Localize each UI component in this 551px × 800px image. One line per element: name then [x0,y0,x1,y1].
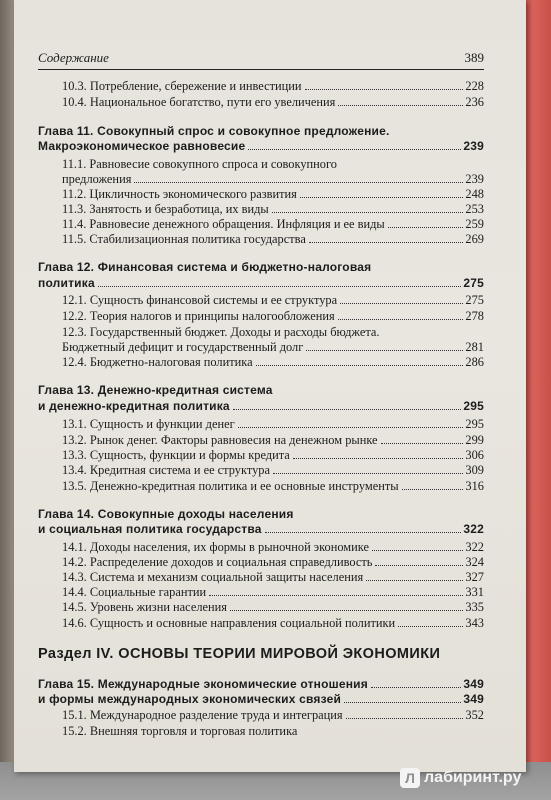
entry-page: 295 [465,417,484,431]
section-entry [62,293,484,308]
section-entry [62,309,484,324]
entry-title: 14.4. Социальные гарантии [62,585,207,599]
entry-title: Глава 14. Совокупные доходы населения [38,507,294,521]
entry-page: 322 [463,522,484,536]
entry-page: 239 [463,139,484,153]
entry-page: 286 [465,355,484,369]
section-entry [62,616,484,631]
entry-page: 236 [465,95,484,109]
entry-title: 13.2. Рынок денег. Факторы равновесия на денежном рынке [62,433,378,447]
watermark [400,768,521,788]
entry-page: 324 [465,555,484,569]
dot-leader [272,212,464,213]
section-entry [62,202,484,217]
entry-title: Макроэкономическое равновесие [38,139,246,153]
section-entry [62,448,484,463]
entry-title: 12.2. Теория налогов и принципы налогообложения [62,309,335,323]
entry-page: 299 [465,433,484,447]
page-number: 389 [464,50,484,65]
dot-leader [366,580,463,581]
entry-page: 295 [463,399,484,413]
entry-title: Глава 11. Совокупный спрос и совокупное предложение. [38,124,390,138]
dot-leader [209,595,463,596]
entry-title: и денежно-кредитная политика [38,399,230,413]
dot-leader [338,319,464,320]
entry-page: 278 [465,309,484,323]
entry-title: 14.6. Сущность и основные направления социальной политики [62,616,396,630]
section-entry [62,585,484,600]
entry-title: 11.4. Равновесие денежного обращения. Инфляция и ее виды [62,217,385,231]
section-entry [62,724,297,739]
section-entry [62,570,484,585]
entry-title: 14.2. Распределение доходов и социальная справедливость [62,555,373,569]
dot-leader [402,489,464,490]
chapter-entry [38,139,484,154]
entry-title: 15.1. Международное разделение труда и интеграция [62,708,343,722]
dot-leader [265,532,462,533]
chapter-entry [38,507,294,522]
section-entry [62,479,484,494]
entry-title: 11.5. Стабилизационная политика государства [62,232,306,246]
entry-title: 10.3. Потребление, сбережение и инвестиции [62,79,302,93]
entry-title: 13.1. Сущность и функции денег [62,417,235,431]
entry-title: 14.1. Доходы населения, их формы в рыночной экономике [62,540,369,554]
entry-page: 322 [465,540,484,554]
entry-page: 331 [465,585,484,599]
entry-page: 259 [465,217,484,231]
section-entry [62,79,484,94]
entry-title: и формы международных экономических связей [38,692,342,706]
entry-page: 349 [463,692,484,706]
chapter-entry [38,124,390,139]
section-entry [62,463,484,478]
entry-page: 253 [465,202,484,216]
dot-leader [230,610,463,611]
dot-leader [372,550,463,551]
dot-leader [300,197,464,198]
section-entry [62,433,484,448]
section-entry [62,355,484,370]
dot-leader [388,227,464,228]
dot-leader [375,565,463,566]
entry-page: 309 [465,463,484,477]
chapter-entry [38,692,484,707]
running-header-title: Содержание [38,50,109,65]
watermark-text: лабиринт.ру [424,769,522,786]
dot-leader [346,718,464,719]
section-entry [62,157,337,172]
dot-leader [233,409,462,410]
dot-leader [273,473,463,474]
dot-leader [238,427,464,428]
dot-leader [344,702,461,703]
entry-page: 352 [465,708,484,722]
entry-page: 349 [463,677,484,691]
entry-page: 239 [465,172,484,186]
entry-page: 335 [465,600,484,614]
entry-page: 269 [465,232,484,246]
section-entry [62,417,484,432]
chapter-entry [38,383,273,398]
entry-page: 343 [465,616,484,630]
entry-title: 11.1. Равновесие совокупного спроса и совокупного [62,157,337,171]
entry-title: 10.4. Национальное богатство, пути его увеличения [62,95,336,109]
dot-leader [398,626,463,627]
dot-leader [381,443,464,444]
entry-title: 12.3. Государственный бюджет. Доходы и расходы бюджета. [62,325,380,339]
dot-leader [371,687,461,688]
entry-title: Глава 15. Международные экономические отношения [38,677,368,691]
entry-title: предложения [62,172,132,186]
dot-leader [256,365,464,366]
section-entry [62,555,484,570]
section-entry [62,540,484,555]
entry-page: 275 [465,293,484,307]
chapter-entry [38,276,484,291]
entry-title: Глава 12. Финансовая система и бюджетно-налоговая [38,260,372,274]
entry-page: 228 [465,79,484,93]
entry-page: 306 [465,448,484,462]
dot-leader [293,458,464,459]
entry-title: 12.1. Сущность финансовой системы и ее структура [62,293,338,307]
dot-leader [309,242,464,243]
dot-leader [248,149,461,150]
entry-page: 327 [465,570,484,584]
entry-title: 11.2. Цикличность экономического развития [62,187,297,201]
section-entry [62,232,484,247]
dot-leader [306,350,463,351]
entry-title: и социальная политика государства [38,522,262,536]
entry-title: политика [38,276,95,290]
dot-leader [134,182,463,183]
chapter-entry [38,399,484,414]
entry-title: 13.4. Кредитная система и ее структура [62,463,270,477]
section-entry [62,325,380,340]
section-entry [62,600,484,615]
dot-leader [98,286,462,287]
dot-leader [340,303,463,304]
labirint-logo-icon: Л [400,768,420,788]
part-heading [38,647,440,662]
entry-page: 248 [465,187,484,201]
entry-page: 275 [463,276,484,290]
entry-title: Раздел IV. ОСНОВЫ ТЕОРИИ МИРОВОЙ ЭКОНОМИКИ [38,646,441,662]
entry-title: 12.4. Бюджетно-налоговая политика [62,355,253,369]
entry-page: 316 [465,479,484,493]
entry-title: 15.2. Внешняя торговля и торговая политика [62,724,298,738]
dot-leader [305,89,464,90]
entry-title: 14.5. Уровень жизни населения [62,600,227,614]
entry-page: 281 [465,340,484,354]
section-entry [62,217,484,232]
entry-title: Бюджетный дефицит и государственный долг [62,340,304,354]
entry-title: Глава 13. Денежно-кредитная система [38,383,273,397]
running-header [38,47,484,70]
section-entry [62,187,484,202]
book-page [14,0,526,772]
section-entry [62,708,484,723]
section-entry [62,172,484,187]
section-entry [62,340,484,355]
chapter-entry [38,677,484,692]
entry-title: 13.3. Сущность, функции и формы кредита [62,448,290,462]
chapter-entry [38,522,484,537]
entry-title: 14.3. Система и механизм социальной защиты населения [62,570,364,584]
entry-title: 11.3. Занятость и безработица, их виды [62,202,269,216]
section-entry [62,95,484,110]
entry-title: 13.5. Денежно-кредитная политика и ее основные инструменты [62,479,399,493]
dot-leader [338,105,463,106]
chapter-entry [38,260,371,275]
